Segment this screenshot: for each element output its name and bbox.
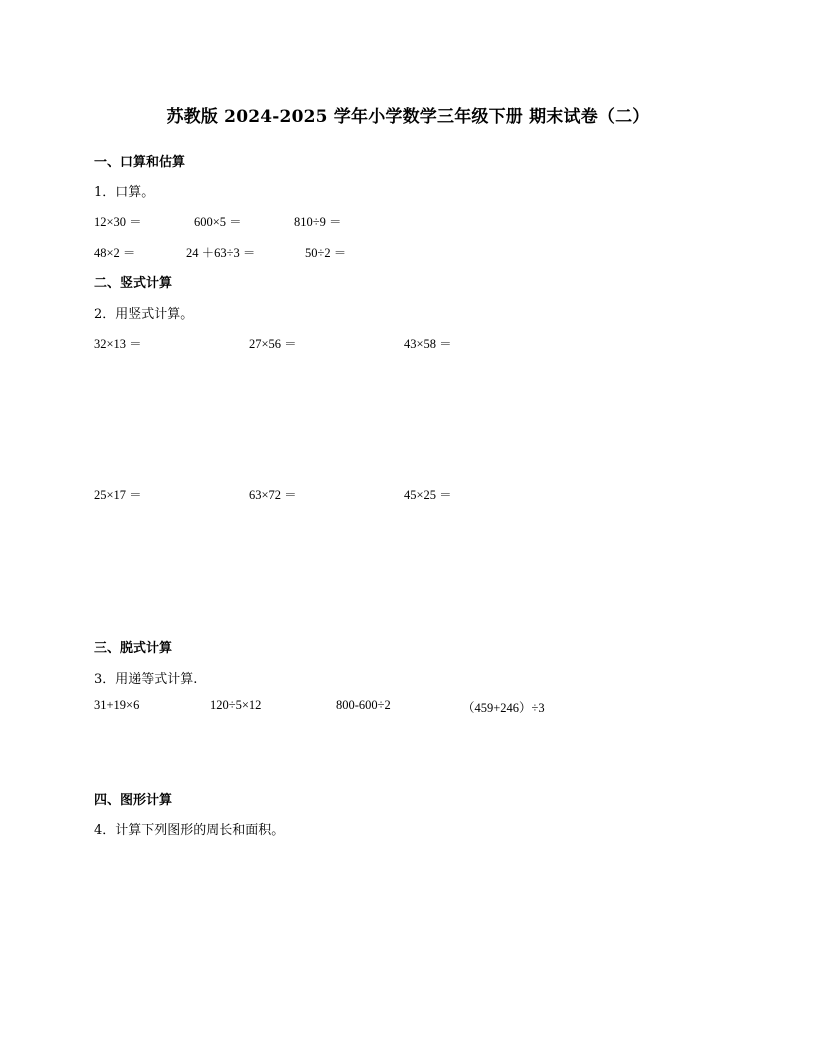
expression: 31+19×6 [94,698,140,712]
question-4: 4．计算下列图形的周长和面积。 [94,823,285,838]
section-heading-vertical: 二、竖式计算 [94,276,173,291]
expression: 63×72 ＝ [249,488,297,502]
expression: 24 ＋63÷3 ＝ [186,246,256,260]
expression: 800-600÷2 [336,698,391,712]
section-heading-oral: 一、口算和估算 [94,155,186,170]
question-2: 2．用竖式计算。 [94,307,194,322]
expression: 25×17 ＝ [94,488,142,502]
expression: 43×58 ＝ [404,337,452,351]
expression: 810÷9 ＝ [294,215,342,229]
expression: 600×5 ＝ [194,215,242,229]
question-3: 3．用递等式计算. [94,672,198,687]
question-1: 1．口算。 [94,185,155,200]
expression: 120÷5×12 [210,698,262,712]
section-heading-stepwise: 三、脱式计算 [94,641,173,656]
page-title: 苏教版 2024-2025 学年小学数学三年级下册 期末试卷（二） [166,107,650,127]
expression: 27×56 ＝ [249,337,297,351]
section-heading-shapes: 四、图形计算 [94,793,173,808]
expression: 32×13 ＝ [94,337,142,351]
expression: 50÷2 ＝ [305,246,347,260]
expression: （459+246）÷3 [462,701,545,715]
expression: 45×25 ＝ [404,488,452,502]
expression: 48×2 ＝ [94,246,136,260]
expression: 12×30 ＝ [94,215,142,229]
